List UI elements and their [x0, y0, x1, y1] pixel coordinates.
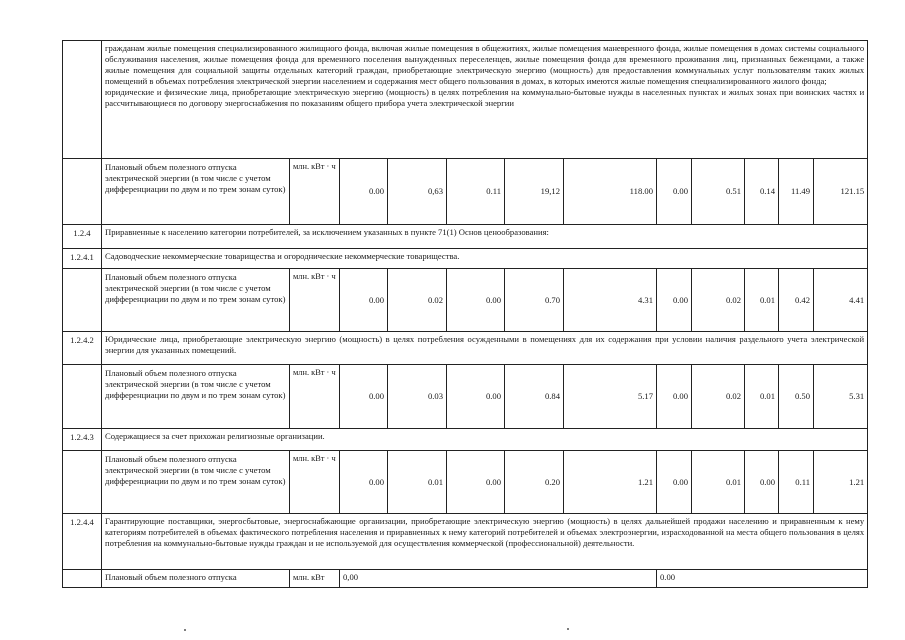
- value-cell: 0.00: [447, 269, 505, 332]
- value-cell: 0.00: [447, 365, 505, 429]
- value-cell: 4.41: [814, 269, 868, 332]
- section-title: Содержащиеся за счет прихожан религиозные организации.: [102, 429, 868, 451]
- value-cell-merged: 0.00: [657, 570, 868, 588]
- row-unit: млн. кВт · ч: [290, 269, 340, 332]
- value-cell: 0.03: [388, 365, 447, 429]
- row-label: Плановый объем полезного отпуска электрической энергии (в том числе с учетом дифференциации по двум и по трем зонам суток): [102, 451, 290, 514]
- value-cell: 19,12: [505, 159, 564, 225]
- section-row-1-2-4-2: [63, 332, 868, 365]
- section-row-1-2-4: [63, 225, 868, 249]
- value-cell: 0.00: [340, 451, 388, 514]
- value-cell: 0.01: [745, 269, 779, 332]
- section-title: Юридические лица, приобретающие электрическую энергию (мощность) в целях потребления осужденными в помещениях для их содержания при условии наличия раздельного учета электрической энергии для указанных помещений.: [102, 332, 868, 365]
- intro-paragraph-2: юридические и физические лица, приобретающие электрическую энергию (мощность) в целях потребления на коммунально-бытовые нужды в населенных пунктах и жилых зонах при воинских частях и рассчитывающиеся по договору энергоснабжения по показаниям общего прибора учета электрической энергии: [105, 87, 865, 108]
- row-unit: млн. кВт · ч: [290, 451, 340, 514]
- value-cell: 0.00: [657, 365, 692, 429]
- value-cell: 0.42: [779, 269, 814, 332]
- value-cell: 1.21: [564, 451, 657, 514]
- value-cell: 0.01: [745, 365, 779, 429]
- intro-paragraph-1: гражданам жилые помещения специализированного жилищного фонда, включая жилые помещения в общежитиях, жилые помещения маневренного фонда, жилые помещения в домах системы социального обслуживания населения, жилые помещения фонда для временного поселения вынужденных переселенцев, жилые помещения фонда для временного проживания лиц, признанных беженцами, а также жилые помещения для социальной защиты отдельных категорий граждан, приобретающие электрическую энергию (мощность) для предоставления коммунальных услуг пользователям таких жилых помещений в объемах потребления электрической энергии населением и содержания мест общего пользования в домах, в которых имеются жилые помещения специализированного жилого фонда;: [105, 43, 865, 86]
- section-code: 1.2.4: [63, 225, 102, 249]
- section-code: 1.2.4.2: [63, 332, 102, 365]
- value-cell: 5.17: [564, 365, 657, 429]
- value-cell: 4.31: [564, 269, 657, 332]
- row-code-cell: [63, 451, 102, 514]
- section-row-1-2-4-3: [63, 429, 868, 451]
- data-row-1-2-4-4: [63, 570, 868, 588]
- value-cell: 0.51: [692, 159, 745, 225]
- row-code-cell: [63, 159, 102, 225]
- row-unit: млн. кВт · ч: [290, 365, 340, 429]
- value-cell: 0.84: [505, 365, 564, 429]
- section-code: 1.2.4.1: [63, 249, 102, 269]
- section-row-1-2-4-1: [63, 249, 868, 269]
- section-code: 1.2.4.4: [63, 514, 102, 570]
- value-cell: 121.15: [814, 159, 868, 225]
- section-title: Садоводческие некоммерческие товарищества и огороднические некоммерческие товарищества.: [102, 249, 868, 269]
- value-cell: 0.01: [692, 451, 745, 514]
- row-code-cell: [63, 269, 102, 332]
- section-title: Гарантирующие поставщики, энергосбытовые, энергоснабжающие организации, приобретающие электрическую энергию (мощность) в целях дальнейшей продажи населению и приравненным к нему категориям потребителей в объемах фактического потребления населения и приравненных к нему категорий потребителей и объемах электроэнергии, израсходованной на места общего пользования в целях потребления на коммунально-бытовые нужды граждан и не используемой для осуществления коммерческой (профессиональной) деятельности.: [102, 514, 868, 570]
- tariff-table: [62, 40, 868, 588]
- value-cell: 0.70: [505, 269, 564, 332]
- value-cell: 0,63: [388, 159, 447, 225]
- data-row-1-2-4-1: [63, 269, 868, 332]
- value-cell: 11.49: [779, 159, 814, 225]
- row-unit: млн. кВт: [290, 570, 340, 588]
- value-cell: 0.50: [779, 365, 814, 429]
- value-cell: 0.00: [657, 269, 692, 332]
- row-label: Плановый объем полезного отпуска электрической энергии (в том числе с учетом дифференциации по двум и по трем зонам суток): [102, 269, 290, 332]
- value-cell: 0.02: [388, 269, 447, 332]
- intro-row: [63, 41, 868, 159]
- row-code-cell: [63, 365, 102, 429]
- section-row-1-2-4-4: [63, 514, 868, 570]
- row-label: Плановый объем полезного отпуска электрической энергии (в том числе с учетом дифференциации по двум и по трем зонам суток): [102, 159, 290, 225]
- row-label: Плановый объем полезного отпуска: [102, 570, 290, 588]
- value-cell: 0.00: [340, 159, 388, 225]
- section-title: Приравненные к населению категории потребителей, за исключением указанных в пункте 71(1) Основ ценообразования:: [102, 225, 868, 249]
- value-cell: 0.20: [505, 451, 564, 514]
- data-row-1-2-4-2: [63, 365, 868, 429]
- value-cell: 1.21: [814, 451, 868, 514]
- value-cell: 0.00: [657, 451, 692, 514]
- value-cell-merged: 0,00: [340, 570, 657, 588]
- row-unit: млн. кВт · ч: [290, 159, 340, 225]
- value-cell: 5.31: [814, 365, 868, 429]
- value-cell: 0.01: [388, 451, 447, 514]
- row-label: Плановый объем полезного отпуска электрической энергии (в том числе с учетом дифференциации по двум и по трем зонам суток): [102, 365, 290, 429]
- value-cell: 0.02: [692, 269, 745, 332]
- row-code-cell: [63, 570, 102, 588]
- scan-speck: [567, 628, 569, 630]
- value-cell: 0.11: [447, 159, 505, 225]
- scan-speck: [184, 629, 186, 631]
- value-cell: 0.00: [447, 451, 505, 514]
- value-cell: 0.02: [692, 365, 745, 429]
- value-cell: 0.11: [779, 451, 814, 514]
- value-cell: 0.00: [745, 451, 779, 514]
- value-cell: 118.00: [564, 159, 657, 225]
- intro-text-cell: [102, 41, 868, 159]
- value-cell: 0.00: [340, 269, 388, 332]
- data-row-1-2-4-3: [63, 451, 868, 514]
- value-cell: 0.00: [657, 159, 692, 225]
- value-cell: 0.00: [340, 365, 388, 429]
- data-row-intro: [63, 159, 868, 225]
- section-code: 1.2.4.3: [63, 429, 102, 451]
- value-cell: 0.14: [745, 159, 779, 225]
- intro-code-cell: [63, 41, 102, 159]
